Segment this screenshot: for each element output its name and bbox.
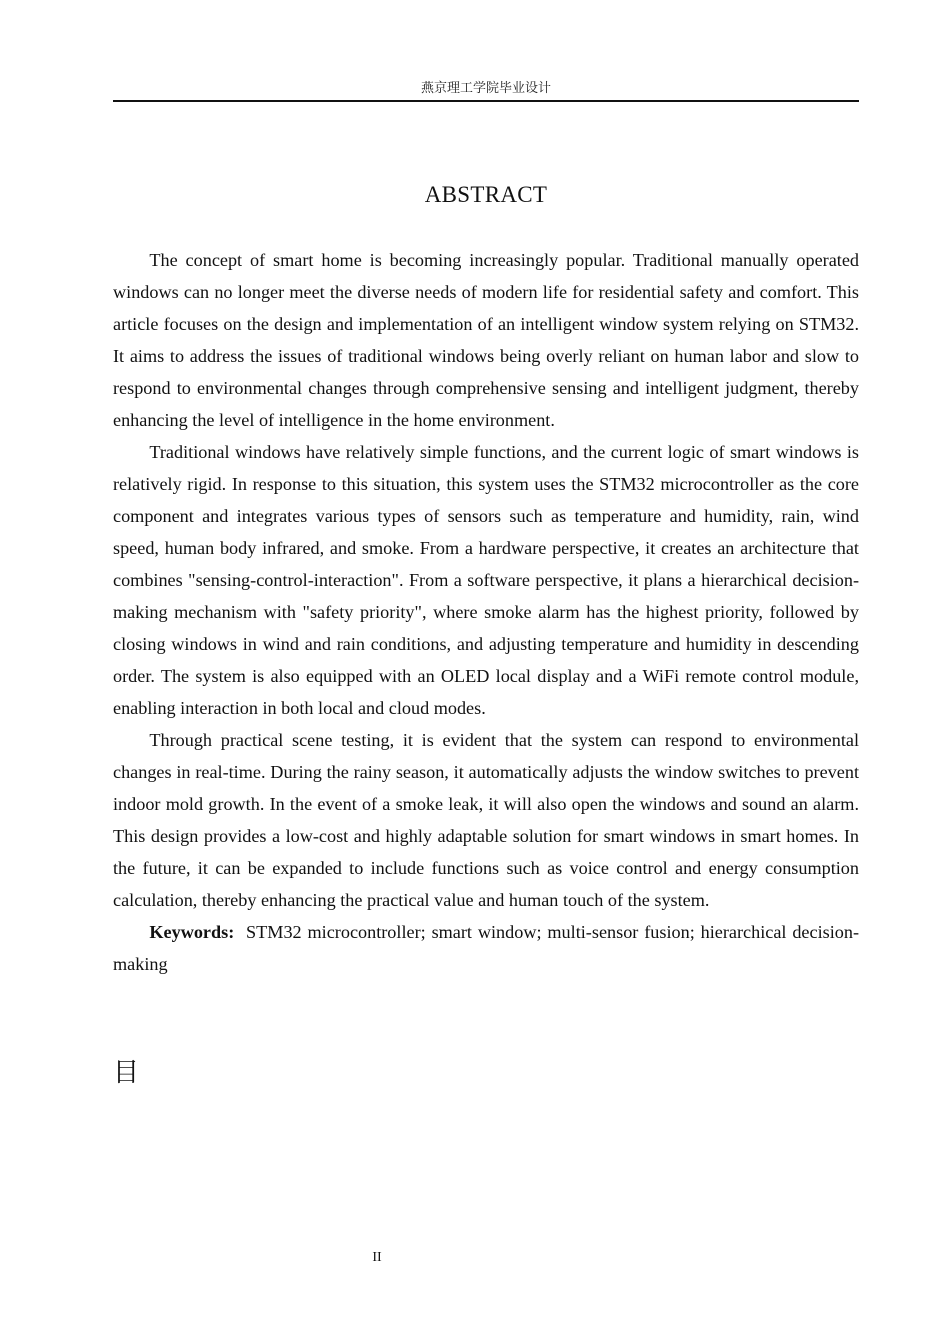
abstract-body bbox=[113, 244, 859, 980]
abstract-paragraph-2: Traditional windows have relatively simple functions, and the current logic of smart windows is relatively rigid. In response to this situation, this system uses the STM32 microcontroller as the core component and integrates various types of sensors such as temperature and humidity, rain, wind speed, human body infrared, and smoke. From a hardware perspective, it creates an architecture that combines "sensing-control-interaction". From a software perspective, it plans a hierarchical decision-making mechanism with "safety priority", where smoke alarm has the highest priority, followed by closing windows in wind and rain conditions, and adjusting temperature and humidity in descending order. The system is also equipped with an OLED local display and a WiFi remote control module, enabling interaction in both local and cloud modes. bbox=[113, 442, 859, 718]
keywords-label: Keywords: bbox=[149, 922, 235, 942]
abstract-paragraph-3: Through practical scene testing, it is evident that the system can respond to environmental changes in real-time. During the rainy season, it automatically adjusts the window switches to prevent indoor mold growth. In the event of a smoke leak, it will also open the windows and sound an alarm. This design provides a low-cost and highly adaptable solution for smart windows in smart homes. In the future, it can be expanded to include functions such as voice control and energy consumption calculation, thereby enhancing the practical value and human touch of the system. bbox=[113, 730, 859, 910]
abstract-paragraph-1: The concept of smart home is becoming increasingly popular. Traditional manually operated windows can no longer meet the diverse needs of modern life for residential safety and comfort. This article focuses on the design and implementation of an intelligent window system relying on STM32. It aims to address the issues of traditional windows being overly reliant on human labor and slow to respond to environmental changes through comprehensive sensing and intelligent judgment, thereby enhancing the level of intelligence in the home environment. bbox=[113, 250, 859, 430]
keywords-line bbox=[113, 916, 859, 980]
page-header bbox=[113, 78, 859, 102]
toc-heading: 目 bbox=[113, 1058, 140, 1088]
header-text: 燕京理工学院毕业设计 bbox=[420, 80, 551, 95]
keywords-text: STM32 microcontroller; smart window; multi-sensor fusion; hierarchical decision-making bbox=[113, 922, 860, 974]
page-number: II bbox=[372, 1250, 382, 1265]
abstract-title: ABSTRACT bbox=[424, 182, 548, 207]
